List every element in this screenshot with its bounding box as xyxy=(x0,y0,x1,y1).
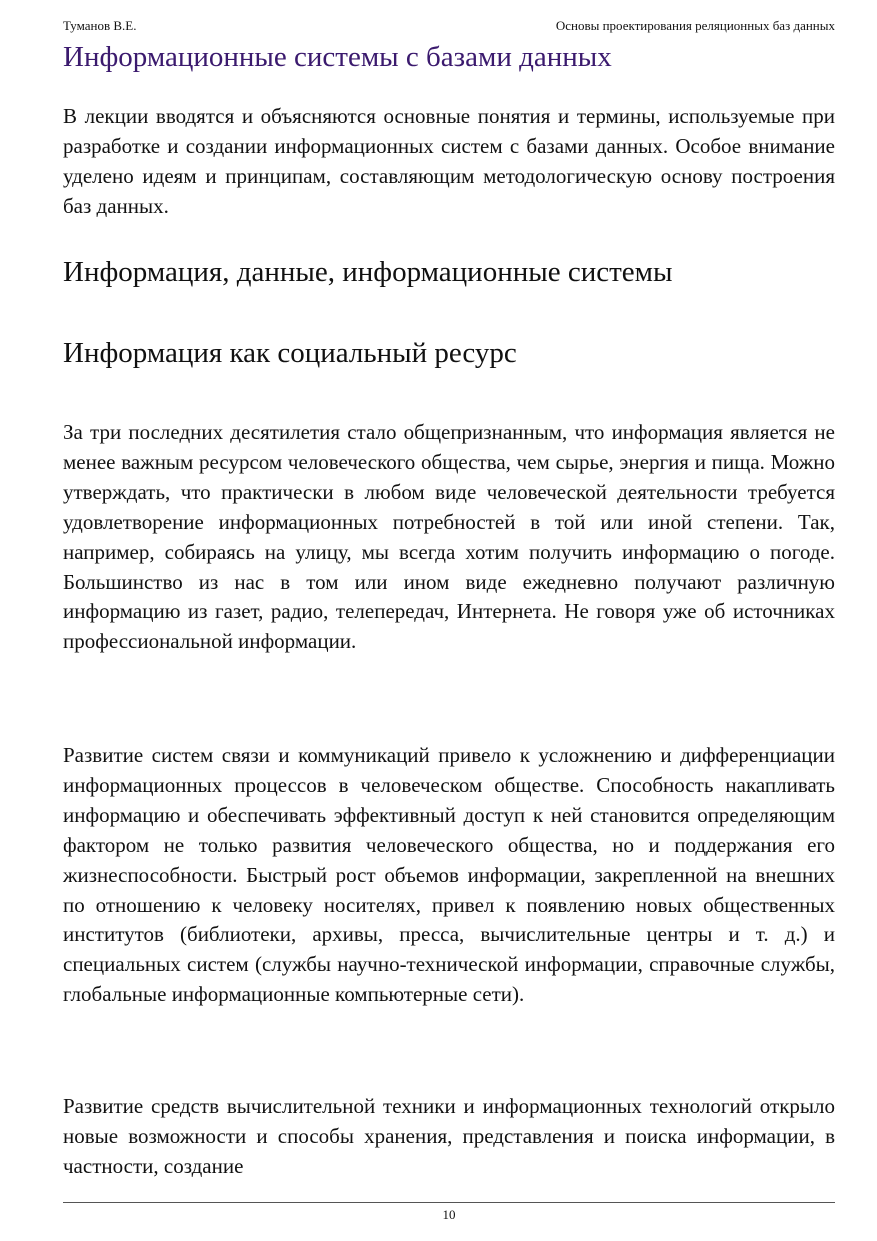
document-page xyxy=(63,0,835,1241)
intro-paragraph: В лекции вводятся и объясняются основные понятия и термины, используемые при разработке и создании информационных систем с базами данных. Особое внимание уделено идеям и принципам, составляющим методологическую основу построения баз данных. xyxy=(63,104,835,218)
footer-divider xyxy=(63,1202,835,1203)
running-header xyxy=(63,17,835,35)
header-book-title: Основы проектирования реляционных баз данных xyxy=(555,18,835,33)
header-author: Туманов В.Е. xyxy=(63,18,137,33)
section-heading: Информация, данные, информационные системы xyxy=(63,256,673,288)
subsection-heading: Информация как социальный ресурс xyxy=(63,337,517,369)
body-paragraph-1: За три последних десятилетия стало общепризнанным, что информация является не менее важным ресурсом человеческого общества, чем сырье, энергия и пища. Можно утверждать, что практически в любом виде человеческой деятельности требуется удовлетворение информационных потребностей в той или иной степени. Так, например, собираясь на улицу, мы всегда хотим получить информацию о погоде. Большинство из нас в том или ином виде ежедневно получают различную информацию из газет, радио, телепередач, Интернета. Не говоря уже об источниках профессиональной информации. xyxy=(63,420,835,654)
chapter-title: Информационные системы с базами данных xyxy=(63,41,612,73)
body-paragraph-3: Развитие средств вычислительной техники и информационных технологий открыло новые возможности и способы хранения, представления и поиска информации, в частности, создание xyxy=(63,1094,835,1178)
page-number: 10 xyxy=(442,1207,456,1222)
body-paragraph-2: Развитие систем связи и коммуникаций привело к усложнению и дифференциации информационных процессов в человеческом обществе. Способность накапливать информацию и обеспечивать эффективный доступ к ней становится определяющим фактором не только развития человеческого общества, но и поддержания его жизнеспособности. Быстрый рост объемов информации, закрепленной на внешних по отношению к человеку носителях, привел к появлению новых общественных институтов (библиотеки, архивы, пресса, вычислительные центры и т. д.) и специальных систем (службы научно-технической информации, справочные службы, глобальные информационные компьютерные сети). xyxy=(63,743,835,1007)
